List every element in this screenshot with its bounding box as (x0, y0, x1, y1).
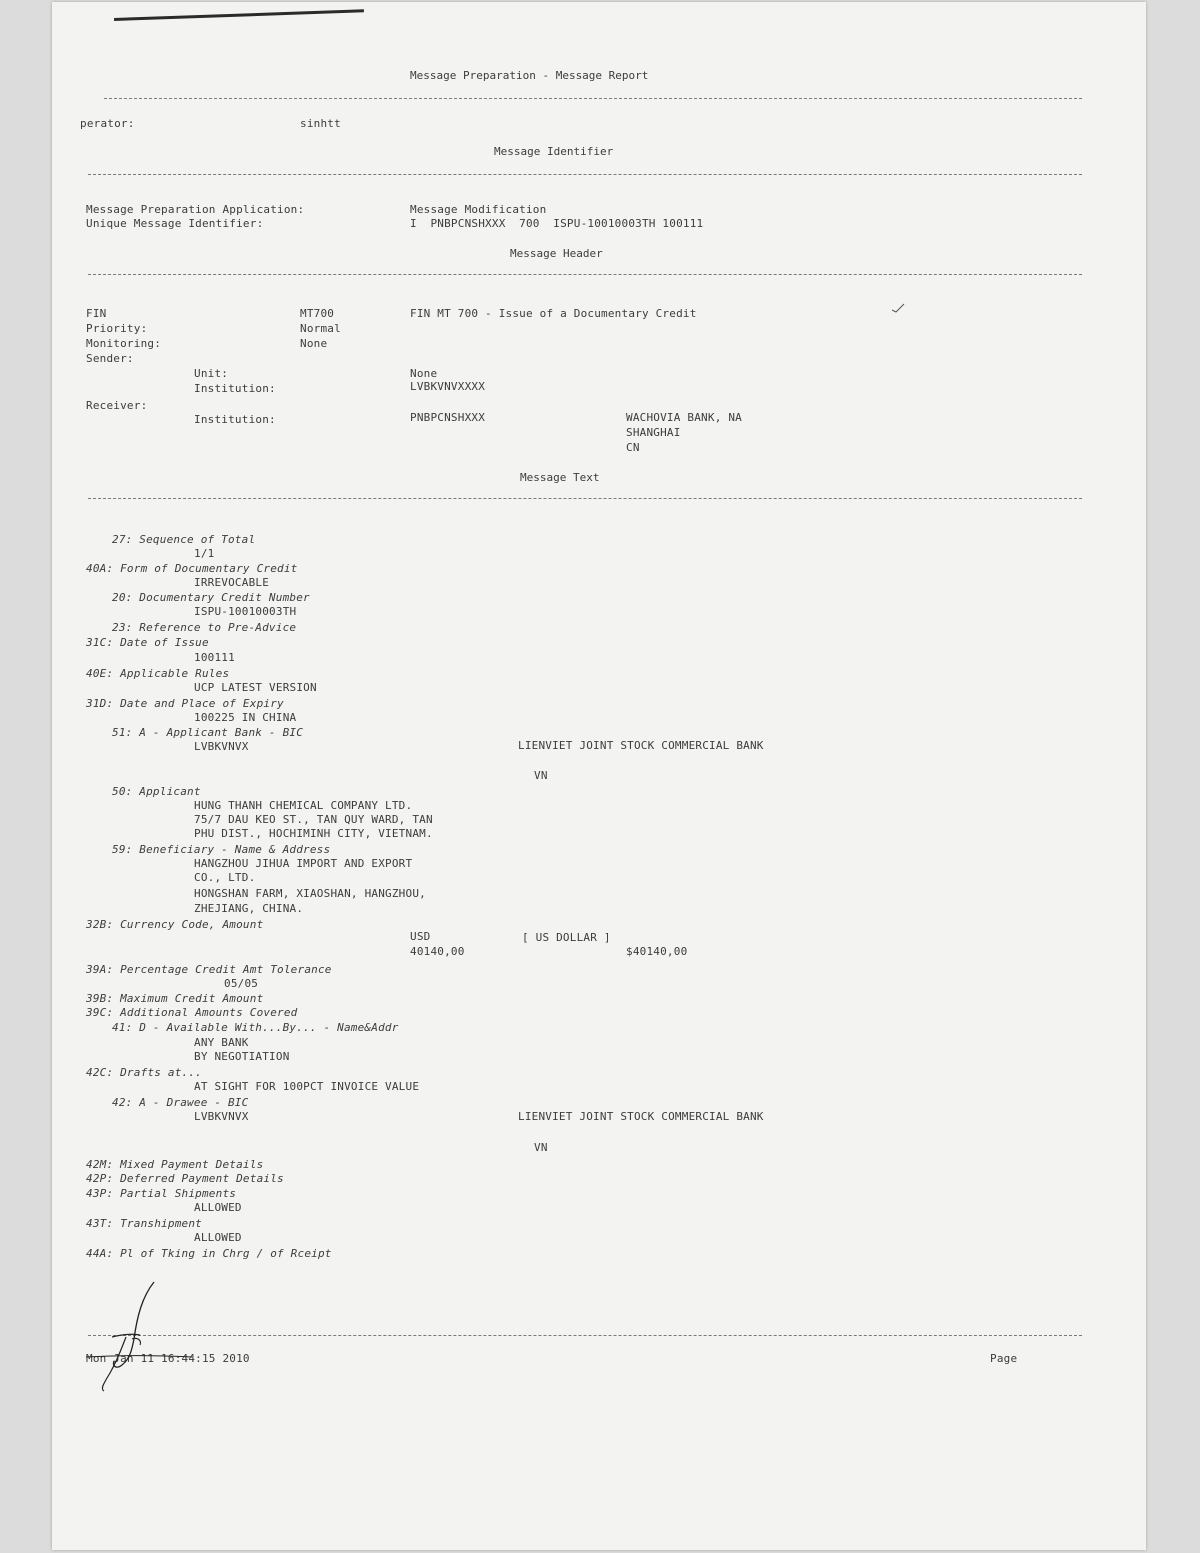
field-tag: 59: Beneficiary - Name & Address (112, 843, 331, 856)
drawee-bank-country: VN (534, 1141, 548, 1154)
monitoring-label: Monitoring: (86, 337, 162, 350)
field-tag: 23: Reference to Pre-Advice (112, 621, 297, 634)
document-page (52, 2, 1146, 1550)
priority-value: Normal (300, 322, 341, 335)
monitoring-value: None (300, 337, 328, 350)
footer-timestamp: Mon Jan 11 16:44:15 2010 (86, 1352, 250, 1365)
field-tag: 42M: Mixed Payment Details (86, 1158, 264, 1171)
divider (88, 1335, 1082, 1336)
receiver-label: Receiver: (86, 399, 148, 412)
field-tag: 40A: Form of Documentary Credit (86, 562, 298, 575)
field-value: 100111 (194, 651, 235, 664)
divider (88, 498, 1082, 499)
fin-label: FIN (86, 307, 107, 320)
field-tag: 31C: Date of Issue (86, 636, 209, 649)
field-value: UCP LATEST VERSION (194, 681, 317, 694)
field-value: LVBKVNVX (194, 740, 249, 753)
app-value: Message Modification (410, 203, 547, 216)
field-tag: 51: A - Applicant Bank - BIC (112, 726, 304, 739)
field-value: IRREVOCABLE (194, 576, 270, 589)
signature (82, 1277, 202, 1397)
unit-label: Unit: (194, 367, 229, 380)
receiver-name-line: WACHOVIA BANK, NA (626, 411, 742, 424)
receiver-name-line: CN (626, 441, 640, 454)
field-value: HUNG THANH CHEMICAL COMPANY LTD. (194, 799, 413, 812)
field-tag: 41: D - Available With...By... - Name&Addr (112, 1021, 399, 1034)
field-tag: 50: Applicant (112, 785, 201, 798)
field-tag: 39A: Percentage Credit Amt Tolerance (86, 963, 332, 976)
field-tag: 43T: Transhipment (86, 1217, 202, 1230)
field-value: HONGSHAN FARM, XIAOSHAN, HANGZHOU, (194, 887, 426, 900)
sender-institution-value: LVBKVNVXXXX (410, 380, 486, 393)
field-tag: 20: Documentary Credit Number (112, 591, 310, 604)
field-tag: 31D: Date and Place of Expiry (86, 697, 284, 710)
field-tag: 39C: Additional Amounts Covered (86, 1006, 298, 1019)
receiver-name-line: SHANGHAI (626, 426, 681, 439)
currency-code: USD (410, 930, 431, 943)
field-value: 75/7 DAU KEO ST., TAN QUY WARD, TAN (194, 813, 433, 826)
field-value: ALLOWED (194, 1201, 242, 1214)
field-tag: 43P: Partial Shipments (86, 1187, 237, 1200)
sender-label: Sender: (86, 352, 134, 365)
section-message-header: Message Header (510, 247, 603, 260)
section-message-identifier: Message Identifier (494, 145, 614, 158)
tick-mark (890, 302, 906, 314)
app-label: Message Preparation Application: (86, 203, 305, 216)
field-value: LVBKVNVX (194, 1110, 249, 1123)
receiver-institution-label: Institution: (194, 413, 276, 426)
field-tag: 42P: Deferred Payment Details (86, 1172, 284, 1185)
receiver-institution-value: PNBPCNSHXXX (410, 411, 486, 424)
field-value: BY NEGOTIATION (194, 1050, 290, 1063)
field-value: ISPU-10010003TH (194, 605, 297, 618)
fin-value: MT700 (300, 307, 335, 320)
field-tag: 44A: Pl of Tking in Chrg / of Rceipt (86, 1247, 332, 1260)
footer-page-label: Page (990, 1352, 1018, 1365)
uid-value: I PNBPCNSHXXX 700 ISPU-10010003TH 100111 (410, 217, 704, 230)
amount: 40140,00 (410, 945, 465, 958)
field-value: ANY BANK (194, 1036, 249, 1049)
divider (104, 98, 1082, 99)
field-tag: 27: Sequence of Total (112, 533, 256, 546)
amount-formatted: $40140,00 (626, 945, 688, 958)
section-message-text: Message Text (520, 471, 600, 484)
field-tag: 39B: Maximum Credit Amount (86, 992, 264, 1005)
divider (88, 174, 1082, 175)
field-value: AT SIGHT FOR 100PCT INVOICE VALUE (194, 1080, 420, 1093)
applicant-bank-name: LIENVIET JOINT STOCK COMMERCIAL BANK (518, 739, 764, 752)
sender-institution-label: Institution: (194, 382, 276, 395)
field-value: ALLOWED (194, 1231, 242, 1244)
field-value: HANGZHOU JIHUA IMPORT AND EXPORT (194, 857, 413, 870)
scan-artifact (114, 9, 364, 21)
field-value: 100225 IN CHINA (194, 711, 297, 724)
field-tag: 40E: Applicable Rules (86, 667, 230, 680)
field-tag: 42C: Drafts at... (86, 1066, 202, 1079)
field-value: 1/1 (194, 547, 215, 560)
operator-label: perator: (80, 117, 135, 130)
operator-value: sinhtt (300, 117, 341, 130)
divider (88, 274, 1082, 275)
drawee-bank-name: LIENVIET JOINT STOCK COMMERCIAL BANK (518, 1110, 764, 1123)
applicant-bank-country: VN (534, 769, 548, 782)
field-value: PHU DIST., HOCHIMINH CITY, VIETNAM. (194, 827, 433, 840)
report-title: Message Preparation - Message Report (410, 69, 649, 82)
priority-label: Priority: (86, 322, 148, 335)
field-value: ZHEJIANG, CHINA. (194, 902, 304, 915)
currency-name: [ US DOLLAR ] (522, 931, 611, 944)
field-tag: 42: A - Drawee - BIC (112, 1096, 249, 1109)
unit-value: None (410, 367, 438, 380)
field-value: 05/05 (224, 977, 259, 990)
field-value: CO., LTD. (194, 871, 256, 884)
uid-label: Unique Message Identifier: (86, 217, 264, 230)
fin-description: FIN MT 700 - Issue of a Documentary Credit (410, 307, 697, 320)
field-tag: 32B: Currency Code, Amount (86, 918, 264, 931)
